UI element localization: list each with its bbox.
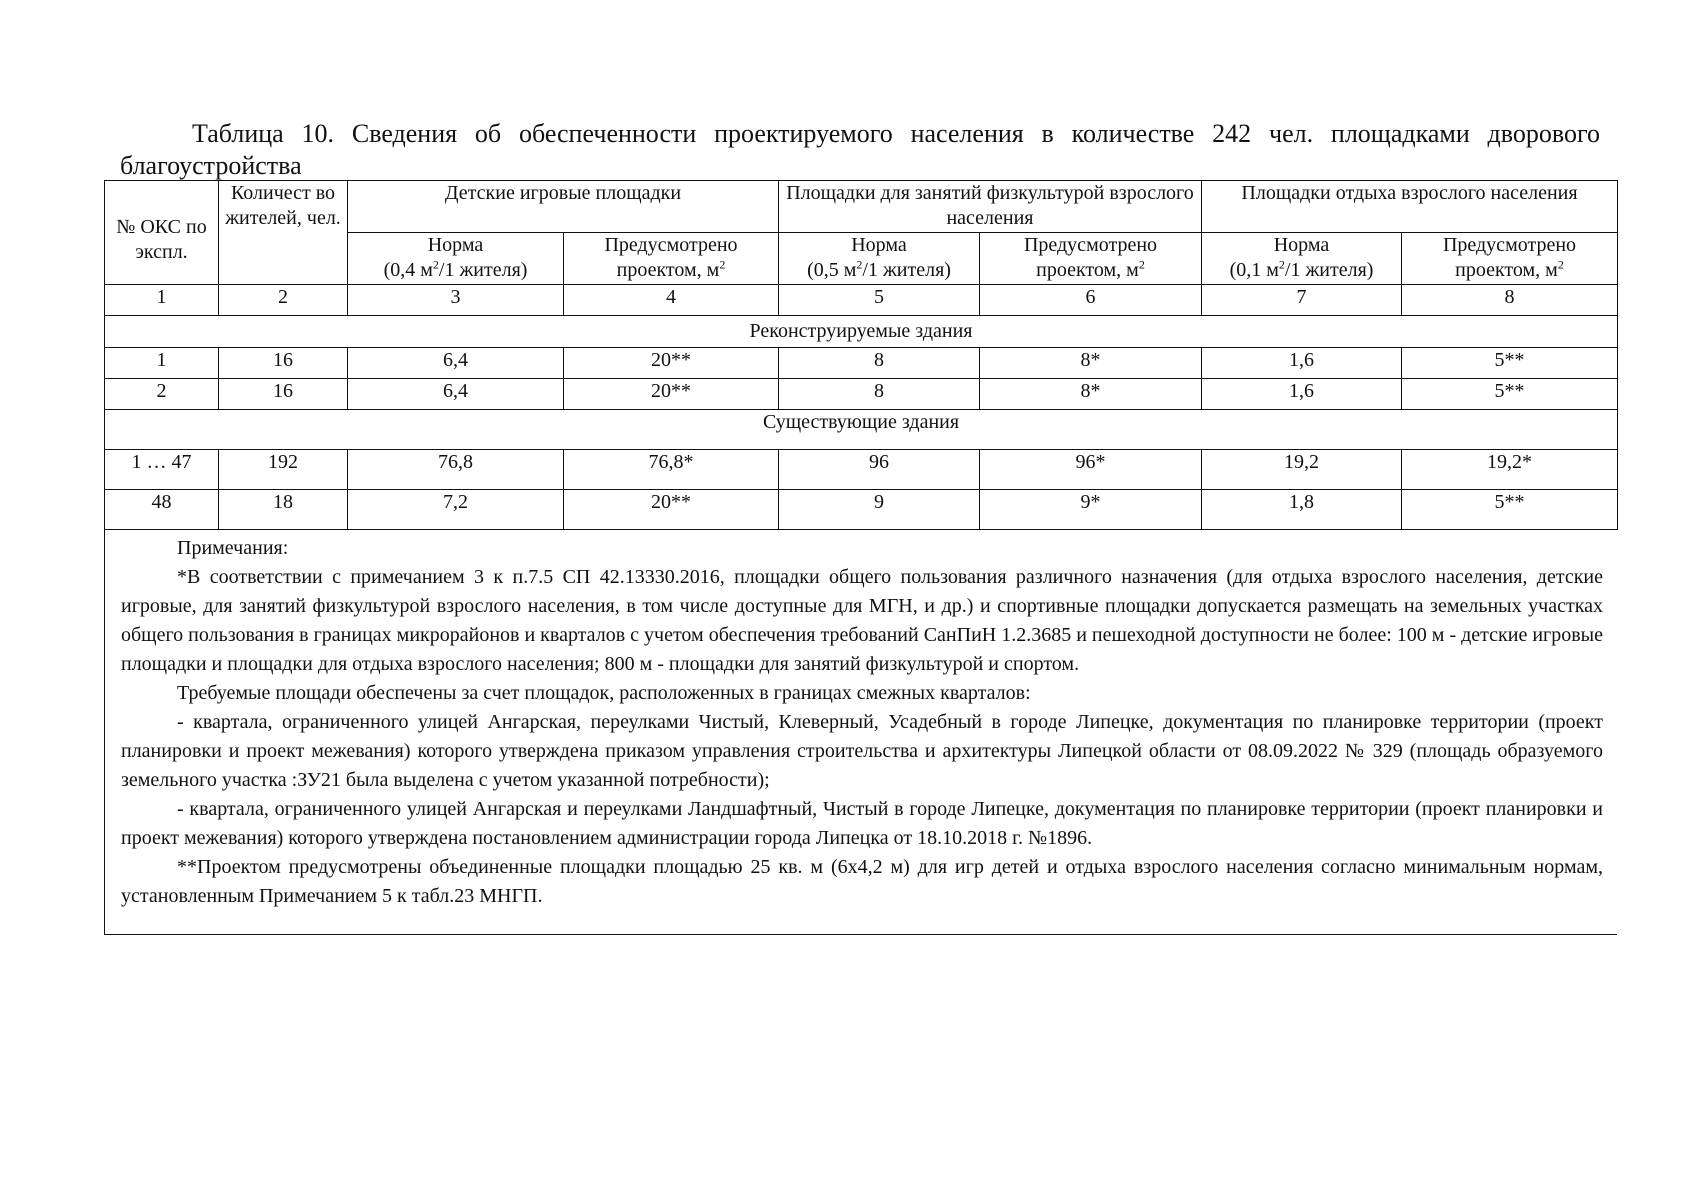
norm-suffix: /1 жителя)	[862, 259, 951, 281]
note-paragraph: *В соответствии с примечанием 3 к п.7.5 СП 42.13330.2016, площадки общего пользования различного назначения (для отдыха взрослого населения, детские игровые, для занятий физкультурой взрослого населения, в том числе доступные для МГН, и др.) и спортивные площадки допускается размещать на земельных участках общего пользования в границах микрорайонов и кварталов с учетом обеспечения требований СанПиН 1.2.3685 и пешеходной доступности не более: 100 м - детские игровые площадки и площадки для отдыха взрослого населения; 800 м - площадки для занятий физкультурой и спортом.	[121, 566, 1603, 675]
planned-sup: 2	[1557, 257, 1564, 272]
table-row	[105, 490, 1618, 530]
column-number: 3	[348, 285, 564, 316]
planned-label: Предусмотрено	[1023, 234, 1158, 256]
norm-sup: 2	[1278, 257, 1285, 272]
table-cell: 1 … 47	[105, 450, 219, 490]
table-cell: 9*	[980, 490, 1202, 530]
section-title: Существующие здания	[105, 410, 1618, 450]
table-cell: 18	[219, 490, 348, 530]
norm-suffix: /1 жителя)	[438, 259, 528, 281]
norm-sup: 2	[432, 257, 439, 272]
planned-unit: проектом, м	[616, 259, 720, 281]
notes-title: Примечания:	[177, 537, 289, 559]
table-row	[105, 379, 1618, 410]
table-cell: 20**	[564, 490, 779, 530]
header-norm-children	[348, 233, 564, 285]
table-cell: 2	[105, 379, 219, 410]
header-group-children-text: Детские игровые площадки	[444, 182, 682, 204]
header-group-children	[348, 181, 779, 233]
column-number: 6	[980, 285, 1202, 316]
table-row	[105, 348, 1618, 379]
norm-label: Норма	[427, 234, 484, 256]
planned-unit: проектом, м	[1455, 259, 1558, 281]
column-number: 4	[564, 285, 779, 316]
norm-label: Норма	[1273, 234, 1330, 256]
header-norm-rest	[1202, 233, 1402, 285]
section-row-reconstructed	[105, 316, 1618, 348]
header-oks	[105, 181, 219, 285]
header-row-numbers	[105, 285, 1618, 316]
table-row	[105, 450, 1618, 490]
table-cell: 1,6	[1202, 348, 1402, 379]
table-cell: 96*	[980, 450, 1202, 490]
table-cell: 16	[219, 379, 348, 410]
norm-suffix: /1 жителя)	[1284, 259, 1374, 281]
table-cell: 1	[105, 348, 219, 379]
norm-label: Норма	[851, 234, 907, 256]
column-number: 8	[1402, 285, 1618, 316]
header-row-groups	[105, 181, 1618, 233]
table-cell: 96	[779, 450, 980, 490]
planned-unit: проектом, м	[1036, 259, 1139, 281]
table-cell: 8	[779, 379, 980, 410]
header-residents-text: Количест во жителей, чел.	[225, 182, 341, 229]
table-caption-text: Таблица 10. Сведения об обеспеченности проектируемого населения в количестве 242 чел. площадками дворового благоустройства	[120, 119, 1600, 180]
header-planned-rest	[1402, 233, 1618, 285]
table-cell: 19,2*	[1402, 450, 1618, 490]
table-cell: 9	[779, 490, 980, 530]
header-planned-children	[564, 233, 779, 285]
table-cell: 8*	[980, 379, 1202, 410]
table-cell: 16	[219, 348, 348, 379]
provision-table	[104, 180, 1618, 530]
table-cell: 1,6	[1202, 379, 1402, 410]
table-cell: 8*	[980, 348, 1202, 379]
table-cell: 48	[105, 490, 219, 530]
table-cell: 6,4	[348, 348, 564, 379]
table-cell: 5**	[1402, 379, 1618, 410]
header-norm-fitness	[779, 233, 980, 285]
header-residents	[219, 181, 348, 285]
planned-sup: 2	[719, 257, 726, 272]
note-paragraph: Требуемые площади обеспечены за счет площадок, расположенных в границах смежных кварталов:	[177, 682, 1031, 704]
table-caption	[120, 118, 1600, 182]
norm-value: (0,1 м	[1229, 259, 1279, 281]
norm-value: (0,4 м	[383, 259, 433, 281]
note-paragraph: - квартала, ограниченного улицей Ангарская и переулками Ландшафтный, Чистый в городе Липецке, документация по планировке территории (проект планировки и проект межевания) которого утверждена постановлением администрации города Липецка от 18.10.2018 г. №1896.	[121, 798, 1603, 849]
note-paragraph: - квартала, ограниченного улицей Ангарская, переулками Чистый, Клеверный, Усадебный в городе Липецке, документация по планировке территории (проект планировки и проект межевания) которого утверждена приказом управления строительства и архитектуры Липецкой области от 08.09.2022 № 329 (площадь образуемого земельного участка :ЗУ21 была выделена с учетом указанной потребности);	[121, 711, 1603, 791]
table-cell: 8	[779, 348, 980, 379]
notes-content	[121, 534, 1603, 911]
header-group-rest-text: Площадки отдыха взрослого населения	[1241, 182, 1578, 204]
table-cell: 5**	[1402, 490, 1618, 530]
table-cell: 7,2	[348, 490, 564, 530]
note-paragraph: **Проектом предусмотрены объединенные площадки площадью 25 кв. м (6х4,2 м) для игр детей и отдыха взрослого населения согласно минимальным нормам, установленным Примечанием 5 к табл.23 МНГП.	[121, 856, 1603, 907]
planned-label: Предусмотрено	[604, 234, 738, 256]
table-cell: 6,4	[348, 379, 564, 410]
table-cell: 1,8	[1202, 490, 1402, 530]
column-number: 1	[105, 285, 219, 316]
column-number: 5	[779, 285, 980, 316]
column-number: 7	[1202, 285, 1402, 316]
header-oks-text: № ОКС по экспл.	[116, 215, 207, 263]
norm-sup: 2	[856, 257, 863, 272]
table-cell: 192	[219, 450, 348, 490]
column-number: 2	[219, 285, 348, 316]
planned-label: Предусмотрено	[1442, 234, 1577, 256]
table-cell: 20**	[564, 348, 779, 379]
norm-value: (0,5 м	[807, 259, 857, 281]
section-row-existing	[105, 410, 1618, 450]
table-cell: 5**	[1402, 348, 1618, 379]
notes-block	[104, 530, 1617, 935]
header-group-fitness-text: Площадки для занятий физкультурой взрослого населения	[786, 182, 1194, 229]
table-cell: 20**	[564, 379, 779, 410]
header-planned-fitness	[980, 233, 1202, 285]
table-cell: 76,8	[348, 450, 564, 490]
table-cell: 76,8*	[564, 450, 779, 490]
planned-sup: 2	[1138, 257, 1145, 272]
section-title: Реконструируемые здания	[105, 316, 1618, 348]
header-group-fitness	[779, 181, 1202, 233]
table-cell: 19,2	[1202, 450, 1402, 490]
header-group-rest	[1202, 181, 1618, 233]
